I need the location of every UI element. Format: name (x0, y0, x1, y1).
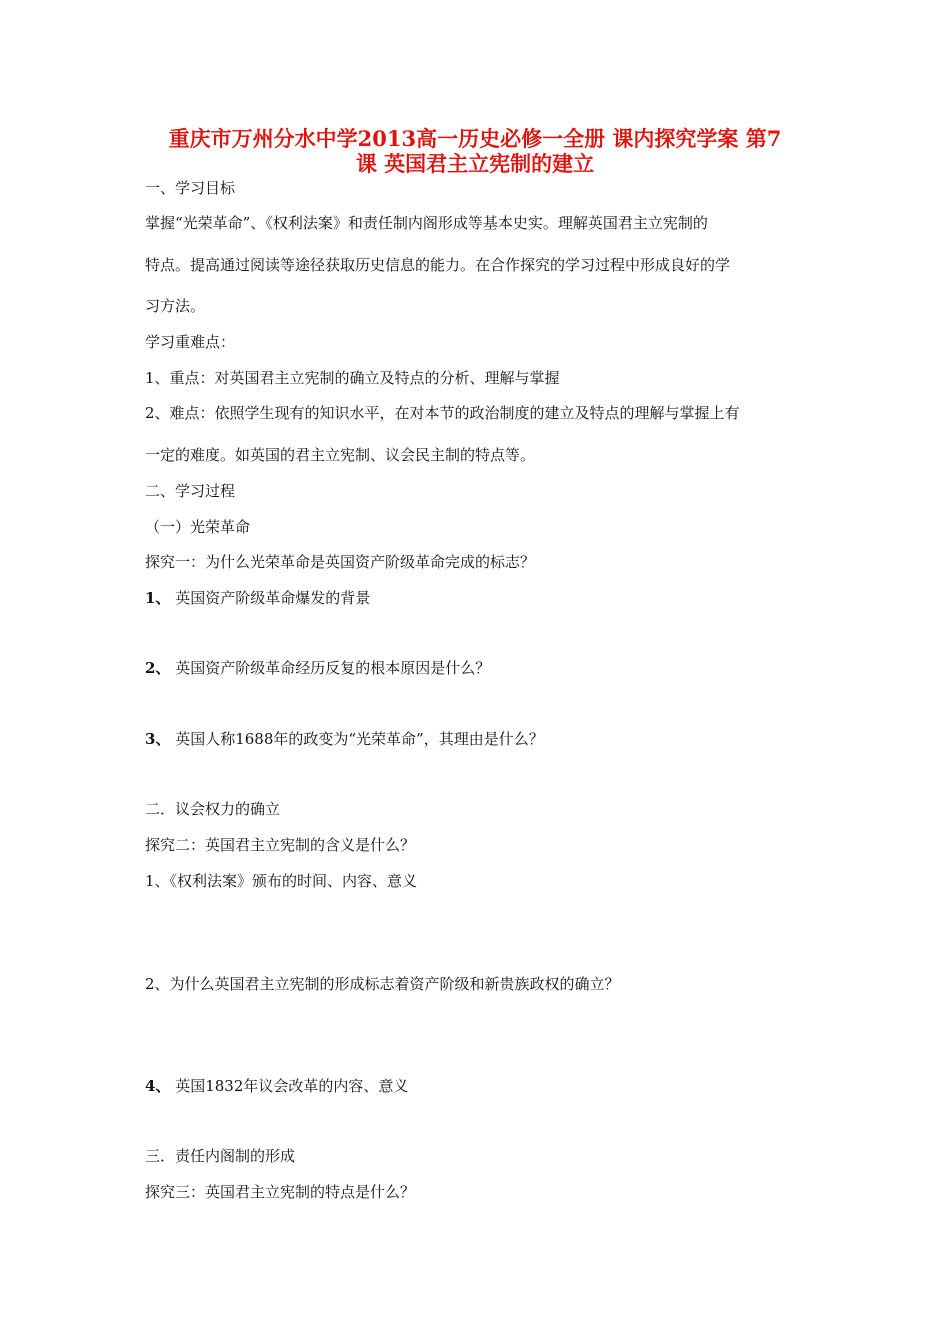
document-title-line1: 重庆市万州分水中学2013高一历史必修一全册 课内探究学案 第7 (168, 126, 782, 151)
question-4-text: 英国1832年议会改革的内容、意义 (170, 1077, 409, 1095)
difficulty-heading: 学习重难点： (145, 333, 236, 351)
goal-text-line2: 特点。提高通过阅读等途径获取历史信息的能力。在合作探究的学习过程中形成良好的学 (145, 256, 731, 274)
hard-point-line2: 一定的难度。如英国的君主立宪制、议会民主制的特点等。 (145, 446, 536, 464)
goal-text-line3: 习方法。 (145, 297, 206, 315)
question-4-number: 4、 (145, 1077, 171, 1095)
inquiry-three: 探究三：英国君主立宪制的特点是什么？ (145, 1183, 416, 1201)
question-3-number: 3、 (145, 730, 171, 748)
key-point-text: 1、重点：对英国君主立宪制的确立及特点的分析、理解与掌握 (145, 369, 560, 387)
question-1-text: 英国资产阶级革命爆发的背景 (170, 589, 371, 607)
question-2-text: 英国资产阶级革命经历反复的根本原因是什么？ (170, 659, 491, 677)
inquiry-two: 探究二：英国君主立宪制的含义是什么？ (145, 836, 416, 854)
section-heading-process: 二、学习过程 (145, 482, 236, 500)
part-heading-glorious-revolution: （一）光荣革命 (145, 518, 251, 536)
part-heading-cabinet: 三．责任内阁制的形成 (145, 1147, 296, 1165)
part-heading-parliament: 二．议会权力的确立 (145, 800, 281, 818)
question-bill-of-rights: 1、《权利法案》颁布的时间、内容、意义 (145, 872, 418, 890)
question-1832-reform (145, 1076, 825, 1096)
document-title-line2: 课 英国君主立宪制的建立 (355, 151, 595, 176)
question-2-number: 2、 (145, 659, 171, 677)
hard-point-line1: 2、难点：依照学生现有的知识水平，在对本节的政治制度的建立及特点的理解与掌握上有 (145, 404, 740, 422)
question-1-number: 1、 (145, 589, 171, 607)
goal-text-line1: 掌握“光荣革命”、《权利法案》和责任制内阁形成等基本史实。理解英国君主立宪制的 (145, 214, 708, 232)
question-3-text: 英国人称1688年的政变为“光荣革命”，其理由是什么？ (170, 730, 544, 748)
section-heading-goals: 一、学习目标 (145, 179, 236, 197)
inquiry-one: 探究一：为什么光荣革命是英国资产阶级革命完成的标志？ (145, 553, 536, 571)
question-3 (145, 729, 825, 749)
question-2 (145, 658, 825, 678)
question-constitutional-monarchy: 2、为什么英国君主立宪制的形成标志着资产阶级和新贵族政权的确立？ (145, 975, 620, 993)
question-1 (145, 588, 825, 608)
